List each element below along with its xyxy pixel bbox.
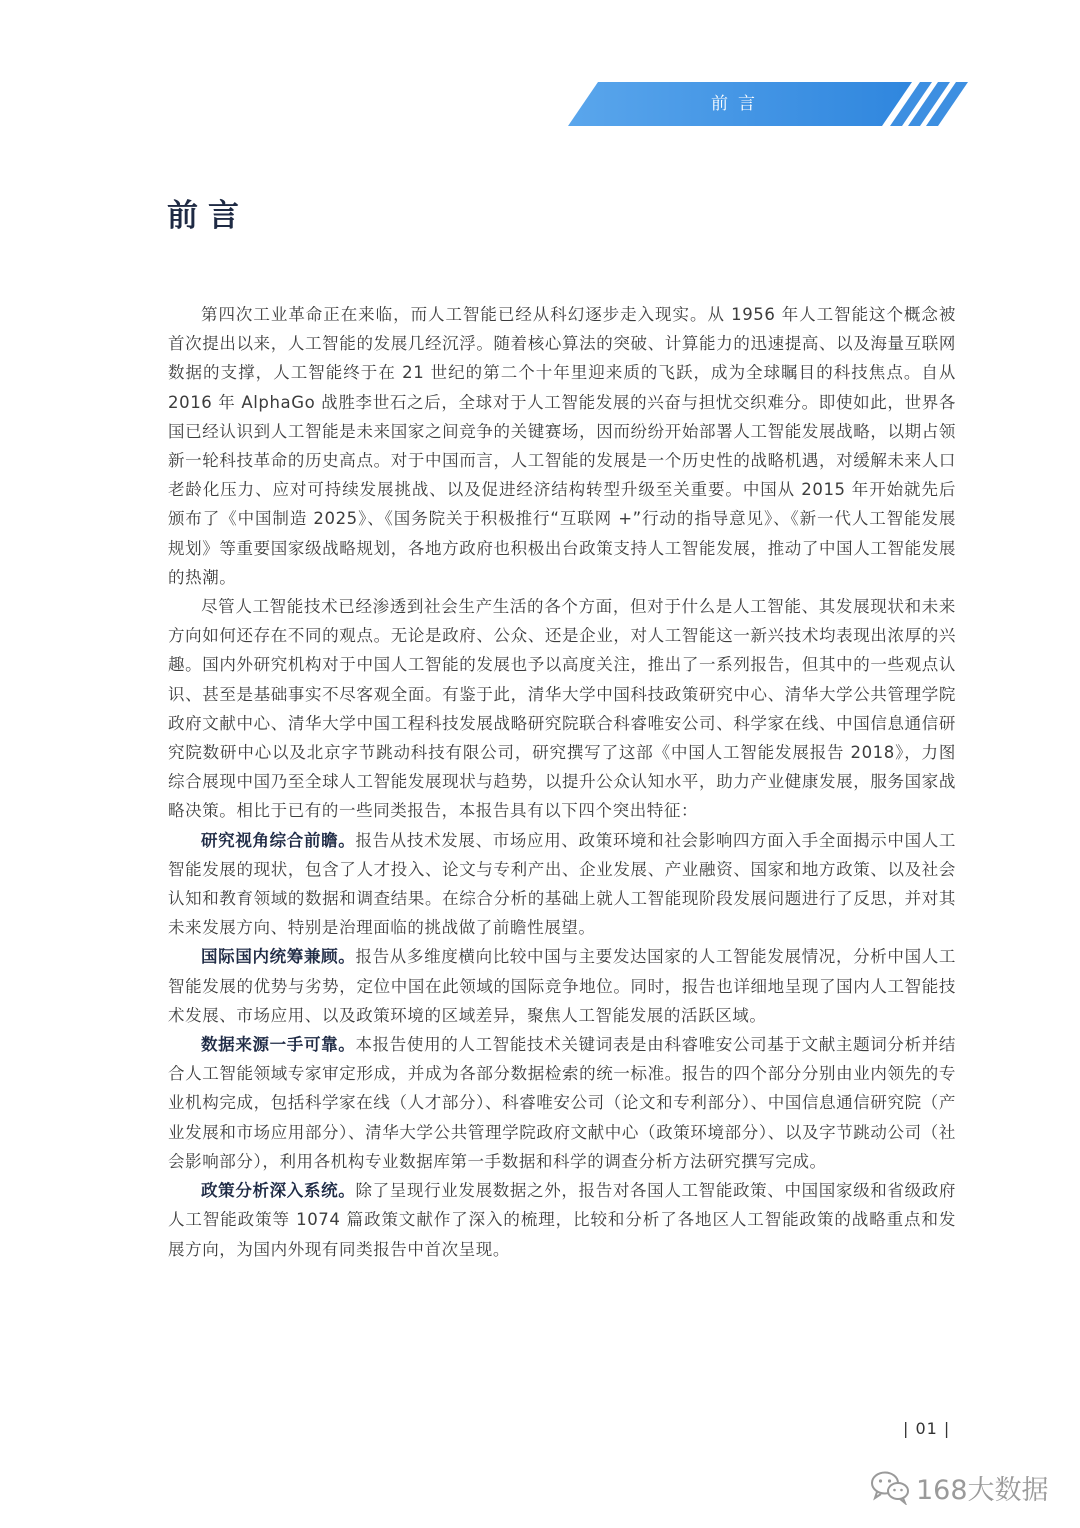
paragraph <box>168 1176 956 1264</box>
paragraph-text: 尽管人工智能技术已经渗透到社会生产生活的各个方面，但对于什么是人工智能、其发展现状和未来方向如何还存在不同的观点。无论是政府、公众、还是企业，对人工智能这一新兴技术均表现出浓厚的兴趣。国内外研究机构对于中国人工智能的发展也予以高度关注，推出了一系列报告，但其中的一些观点认识、甚至是基础事实不尽客观全面。有鉴于此，清华大学中国科技政策研究中心、清华大学公共管理学院政府文献中心、清华大学中国工程科技发展战略研究院联合科睿唯安公司、科学家在线、中国信息通信研究院数研中心以及北京字节跳动科技有限公司，研究撰写了这部《中国人工智能发展报告 2018》，力图综合展现中国乃至全球人工智能发展现状与趋势，以提升公众认知水平，助力产业健康发展，服务国家战略决策。相比于已有的一些同类报告，本报告具有以下四个突出特征： <box>168 597 956 821</box>
header-banner <box>568 82 968 126</box>
body-text <box>168 300 956 1264</box>
paragraph-text: 报告从技术发展、市场应用、政策环境和社会影响四方面入手全面揭示中国人工智能发展的现状，包含了人才投入、论文与专利产出、企业发展、产业融资、国家和地方政策、以及社会认知和教育领域的数据和调查结果。在综合分析的基础上就人工智能现阶段发展问题进行了反思，并对其未来发展方向、特别是治理面临的挑战做了前瞻性展望。 <box>168 830 957 938</box>
paragraph-text: 除了呈现行业发展数据之外，报告对各国人工智能政策、中国国家级和省级政府人工智能政策等 1074 篇政策文献作了深入的梳理，比较和分析了各地区人工智能政策的战略重点和发展方向，为国内外现有同类报告中首次呈现。 <box>168 1181 957 1259</box>
paragraph-lead: 研究视角综合前瞻。 <box>201 830 356 850</box>
paragraph <box>168 826 956 943</box>
paragraph <box>168 942 956 1030</box>
paragraph-lead: 数据来源一手可靠。 <box>201 1035 356 1055</box>
paragraph-lead: 政策分析深入系统。 <box>201 1181 356 1201</box>
paragraph <box>168 1030 956 1176</box>
paragraph-lead: 国际国内统筹兼顾。 <box>201 947 356 967</box>
paragraph <box>168 300 956 592</box>
page-number: | 01 | <box>903 1419 951 1438</box>
watermark-text: 168大数据 <box>916 1474 1049 1506</box>
paragraph <box>168 592 956 826</box>
paragraph-text: 本报告使用的人工智能技术关键词表是由科睿唯安公司基于文献主题词分析并结合人工智能领域专家审定形成，并成为各部分数据检索的统一标准。报告的四个部分分别由业内领先的专业机构完成，包括科学家在线（人才部分）、科睿唯安公司（论文和专利部分）、中国信息通信研究院（产业发展和市场应用部分）、清华大学公共管理学院政府文献中心（政策环境部分）、以及字节跳动公司（社会影响部分），利用各机构专业数据库第一手数据和科学的调查分析方法研究撰写完成。 <box>168 1035 957 1171</box>
paragraph-text: 第四次工业革命正在来临，而人工智能已经从科幻逐步走入现实。从 1956 年人工智能这个概念被首次提出以来，人工智能的发展几经沉浮。随着核心算法的突破、计算能力的迅速提高、以及海量互联网数据的支撑，人工智能终于在 21 世纪的第二个十年里迎来质的飞跃，成为全球瞩目的科技焦点。自从 2016 年 AlphaGo 战胜李世石之后，全球对于人工智能发展的兴奋与担忧交织难分。即使如此，世界各国已经认识到人工智能是未来国家之间竞争的关键赛场，因而纷纷开始部署人工智能发展战略，以期占领新一轮科技革命的历史高点。对于中国而言，人工智能的发展是一个历史性的战略机遇，对缓解未来人口老龄化压力、应对可持续发展挑战、以及促进经济结构转型升级至关重要。中国从 2015 年开始就先后颁布了《中国制造 2025》、《国务院关于积极推行“互联网 +”行动的指导意见》、《新一代人工智能发展规划》等重要国家级战略规划，各地方政府也积极出台政策支持人工智能发展，推动了中国人工智能发展的热潮。 <box>168 305 956 587</box>
paragraph-text: 报告从多维度横向比较中国与主要发达国家的人工智能发展情况，分析中国人工智能发展的优势与劣势，定位中国在此领域的国际竞争地位。同时，报告也详细地呈现了国内人工智能技术发展、市场应用、以及政策环境的区域差异，聚焦人工智能发展的活跃区域。 <box>168 947 957 1025</box>
watermark <box>870 1467 1049 1507</box>
wechat-icon <box>870 1469 910 1505</box>
banner-title: 前言 <box>711 94 765 114</box>
page-title: 前言 <box>167 198 249 234</box>
